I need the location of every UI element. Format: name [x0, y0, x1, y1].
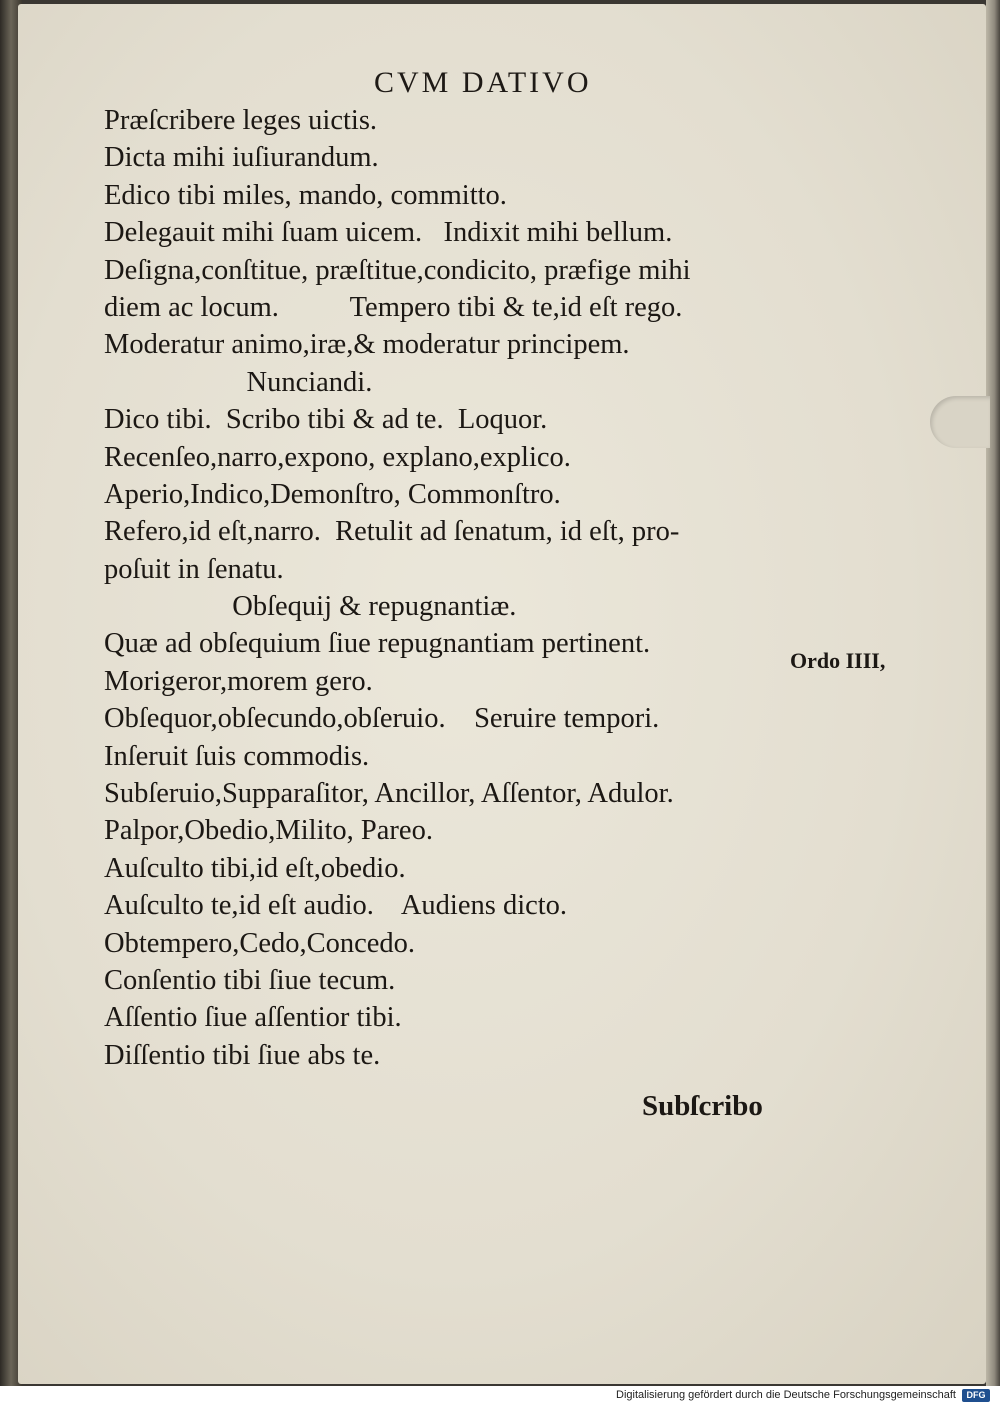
- text-line: Diſſentio tibi ſiue abs te.: [104, 1039, 381, 1071]
- text-line: Recenſeo,narro,expono, explano,explico.: [104, 441, 571, 473]
- text-line: Dico tibi. Scribo tibi & ad te. Loquor.: [104, 404, 548, 436]
- text-line: Auſculto te,id eſt audio. Audiens dicto.: [104, 890, 568, 922]
- page-stack-edge: [986, 0, 1000, 1386]
- text-line: Edico tibi miles, mando, committo.: [104, 179, 507, 211]
- text-line: diem ac locum. Tempero tibi & te,id eſt rego.: [104, 291, 683, 323]
- text-line: Obtempero,Cedo,Concedo.: [104, 927, 416, 959]
- text-line: Inſeruit ſuis commodis.: [104, 740, 370, 772]
- text-line: Palpor,Obedio,Milito, Pareo.: [104, 815, 433, 847]
- page-tab-marker: [930, 396, 990, 448]
- text-line: Aſſentio ſiue aſſentior tibi.: [104, 1002, 402, 1034]
- funding-credit: Digitalisierung gefördert durch die Deutsche Forschungsgemeinschaft: [616, 1389, 956, 1401]
- section-heading: Nunciandi.: [104, 366, 373, 398]
- text-line: Delegauit mihi ſuam uicem. Indixit mihi bellum.: [104, 217, 673, 249]
- text-line: Subſeruio,Supparaſitor, Ancillor, Aſſentor, Adulor.: [104, 778, 674, 810]
- text-line: Conſentio tibi ſiue tecum.: [104, 964, 396, 996]
- text-line: Obſequor,obſecundo,obſeruio. Seruire tempori.: [104, 703, 660, 735]
- text-line: Aperio,Indico,Demonſtro, Commonſtro.: [104, 478, 561, 510]
- text-line: Moderatur animo,iræ,& moderatur principem.: [104, 329, 630, 361]
- catchword: Subſcribo: [642, 1090, 763, 1122]
- text-line: poſuit in ſenatu.: [104, 553, 284, 585]
- text-line: Morigeror,morem gero.: [104, 665, 373, 697]
- dfg-logo[interactable]: DFG: [962, 1389, 990, 1402]
- text-line: Præſcribere leges uictis.: [104, 105, 378, 136]
- text-line: Quæ ad obſequium ſiue repugnantiam pertinent.: [104, 628, 651, 660]
- footer-bar: [0, 1386, 1000, 1406]
- text-line: Deſigna,conſtitue, præſtitue,condicito, præfige mihi: [104, 254, 691, 286]
- text-line: Auſculto tibi,id eſt,obedio.: [104, 852, 406, 884]
- text-line: Refero,id eſt,narro. Retulit ad ſenatum, id eſt, pro-: [104, 516, 680, 548]
- body-text: [104, 102, 804, 1074]
- marginal-note: Ordo IIII,: [790, 648, 886, 673]
- running-header: CVM DATIVO: [374, 66, 592, 99]
- text-line: Dicta mihi iuſiurandum.: [104, 142, 379, 174]
- section-heading: Obſequij & repugnantiæ.: [104, 591, 517, 623]
